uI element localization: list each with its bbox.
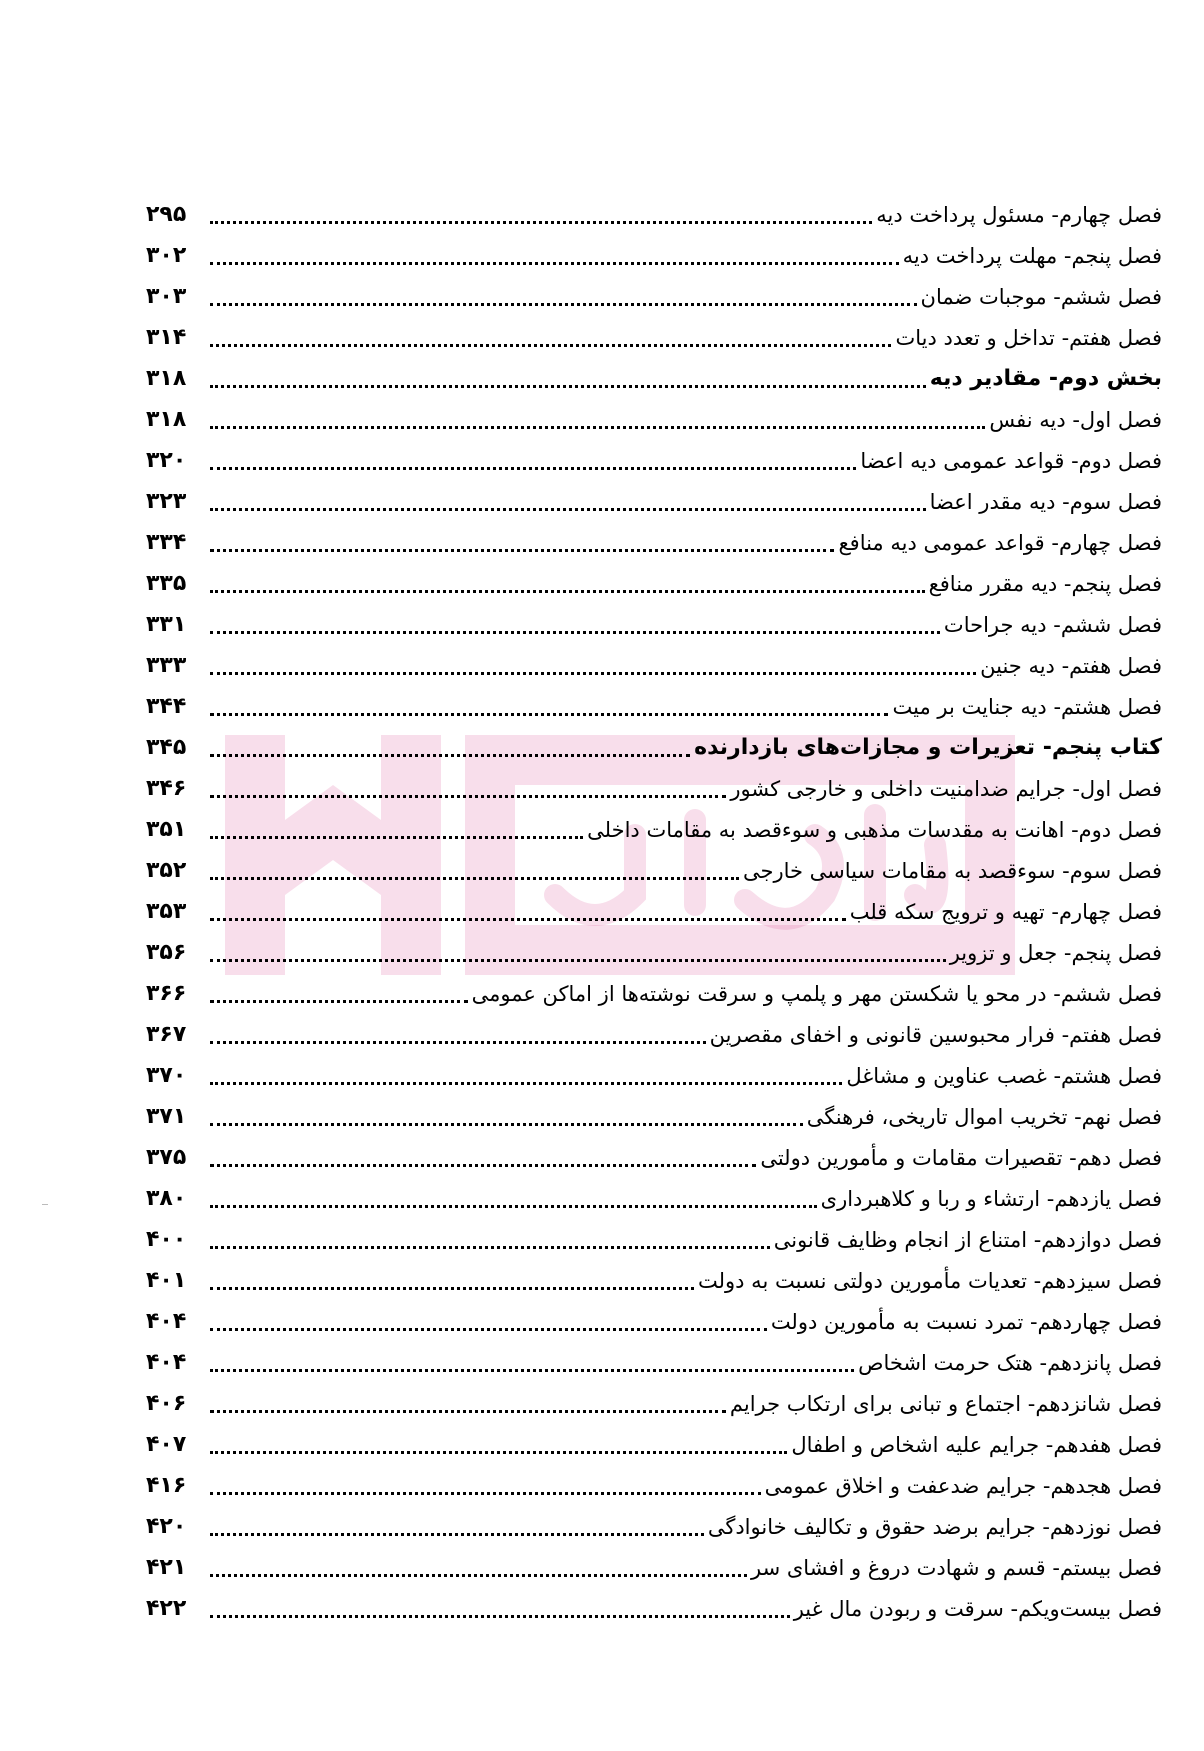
- dot-leader: [210, 1205, 817, 1208]
- dot-leader: [210, 1123, 803, 1126]
- dot-leader: [210, 1041, 706, 1044]
- toc-entry-page-number: ۳۱۴: [146, 325, 187, 350]
- toc-entry-page-number: ۴۰۰: [146, 1227, 187, 1252]
- dot-leader: [210, 918, 846, 921]
- toc-entry: [146, 1383, 1162, 1424]
- toc-entry-page-number: ۴۰۴: [146, 1350, 187, 1375]
- dot-leader: [210, 262, 899, 265]
- dot-leader: [210, 713, 888, 716]
- toc-entry: [146, 850, 1162, 891]
- dot-leader: [210, 1328, 767, 1331]
- toc-entry: [146, 686, 1162, 727]
- table-of-contents: [146, 194, 1162, 1629]
- toc-entry-title: فصل شانزدهم- اجتماع و تبانی برای ارتکاب جرایم: [729, 1391, 1162, 1416]
- toc-entry-title: فصل هفتم- دیه جنین: [980, 653, 1162, 678]
- toc-entry-title: فصل هشتم- دیه جنایت بر میت: [892, 694, 1162, 719]
- toc-entry: [146, 1137, 1162, 1178]
- dot-leader: [210, 877, 739, 880]
- toc-entry: [146, 768, 1162, 809]
- toc-entry-page-number: ۲۹۵: [146, 202, 187, 227]
- toc-entry-page-number: ۴۰۴: [146, 1309, 187, 1334]
- toc-entry-page-number: ۳۰۳: [146, 284, 187, 309]
- toc-entry-title: فصل هفدهم- جرایم علیه اشخاص و اطفال: [791, 1432, 1162, 1457]
- toc-entry: [146, 809, 1162, 850]
- toc-section-heading: [146, 727, 1162, 768]
- toc-entry-title: فصل چهارم- مسئول پرداخت دیه: [876, 202, 1162, 227]
- dot-leader: [210, 631, 940, 634]
- dot-leader: [210, 590, 925, 593]
- dot-leader: [210, 672, 976, 675]
- toc-entry-page-number: ۳۴۴: [146, 694, 187, 719]
- dot-leader: [210, 1492, 761, 1495]
- toc-entry: [146, 932, 1162, 973]
- toc-entry-title: فصل ششم- در محو یا شکستن مهر و پلمپ و سرقت نوشته‌ها از اماکن عمومی: [471, 981, 1162, 1006]
- toc-entry-page-number: ۳۸۰: [146, 1186, 187, 1211]
- toc-entry-title: فصل دهم- تقصیرات مقامات و مأمورین دولتی: [760, 1145, 1162, 1170]
- toc-entry: [146, 1465, 1162, 1506]
- toc-entry: [146, 276, 1162, 317]
- dot-leader: [210, 1287, 694, 1290]
- toc-entry-title: فصل هشتم- غصب عناوین و مشاغل: [846, 1063, 1162, 1088]
- dot-leader: [210, 795, 726, 798]
- toc-entry-title: فصل دوازدهم- امتناع از انجام وظایف قانونی: [773, 1227, 1162, 1252]
- toc-entry-title: فصل دوم- اهانت به مقدسات مذهبی و سوءقصد به مقامات داخلی: [587, 817, 1162, 842]
- toc-section-heading: [146, 358, 1162, 399]
- dot-leader: [210, 1410, 726, 1413]
- dot-leader: [210, 508, 926, 511]
- toc-entry-page-number: ۴۰۱: [146, 1268, 187, 1293]
- toc-entry-title: فصل سوم- دیه مقدر اعضا: [929, 489, 1162, 514]
- toc-entry-title: بخش دوم- مقادیر دیه: [929, 366, 1162, 391]
- toc-entry-page-number: ۳۱۸: [146, 366, 187, 391]
- toc-entry-page-number: ۴۰۷: [146, 1432, 187, 1457]
- toc-entry-title: فصل هفتم- تداخل و تعدد دیات: [895, 325, 1162, 350]
- toc-entry: [146, 645, 1162, 686]
- toc-entry: [146, 1219, 1162, 1260]
- toc-entry: [146, 1301, 1162, 1342]
- dot-leader: [210, 836, 583, 839]
- toc-entry-title: فصل سیزدهم- تعدیات مأمورین دولتی نسبت به دولت: [698, 1268, 1162, 1293]
- toc-entry-page-number: ۴۲۱: [146, 1555, 187, 1580]
- toc-entry-title: فصل نوزدهم- جرایم برضد حقوق و تکالیف خانوادگی: [707, 1514, 1162, 1539]
- toc-entry-page-number: ۳۵۱: [146, 817, 187, 842]
- toc-entry-page-number: ۴۲۲: [146, 1596, 187, 1621]
- toc-entry-title: فصل چهاردهم- تمرد نسبت به مأمورین دولت: [770, 1309, 1162, 1334]
- toc-entry: [146, 1424, 1162, 1465]
- toc-entry: [146, 399, 1162, 440]
- toc-entry-page-number: ۳۲۳: [146, 489, 187, 514]
- toc-entry: [146, 1506, 1162, 1547]
- toc-entry-title: فصل سوم- سوءقصد به مقامات سیاسی خارجی: [742, 858, 1162, 883]
- dot-leader: [210, 1451, 787, 1454]
- toc-entry-page-number: ۳۰۲: [146, 243, 187, 268]
- toc-entry-page-number: ۳۶۶: [146, 981, 187, 1006]
- dot-leader: [210, 1246, 770, 1249]
- toc-entry-title: فصل بیستم- قسم و شهادت دروغ و افشای سر: [751, 1555, 1162, 1580]
- toc-entry-page-number: ۳۲۰: [146, 448, 187, 473]
- toc-entry-page-number: ۳۷۵: [146, 1145, 187, 1170]
- dot-leader: [210, 1615, 790, 1618]
- toc-entry-title: فصل هجدهم- جرایم ضدعفت و اخلاق عمومی: [764, 1473, 1162, 1498]
- dot-leader: [210, 467, 856, 470]
- toc-entry-page-number: ۴۰۶: [146, 1391, 187, 1416]
- toc-entry-page-number: ۳۳۵: [146, 571, 187, 596]
- toc-entry: [146, 1547, 1162, 1588]
- toc-entry: [146, 317, 1162, 358]
- toc-entry: [146, 604, 1162, 645]
- toc-entry-page-number: ۳۳۱: [146, 612, 187, 637]
- dot-leader: [210, 1369, 854, 1372]
- toc-entry: [146, 1260, 1162, 1301]
- margin-mark: [42, 1204, 48, 1205]
- toc-entry: [146, 1588, 1162, 1629]
- toc-entry-page-number: ۴۱۶: [146, 1473, 187, 1498]
- toc-entry-page-number: ۳۳۴: [146, 530, 187, 555]
- dot-leader: [210, 1000, 468, 1003]
- dot-leader: [210, 959, 946, 962]
- toc-entry-page-number: ۳۱۸: [146, 407, 187, 432]
- toc-entry: [146, 1178, 1162, 1219]
- toc-entry: [146, 1055, 1162, 1096]
- dot-leader: [210, 385, 926, 388]
- toc-entry-title: فصل اول- جرایم ضدامنیت داخلی و خارجی کشور: [730, 776, 1162, 801]
- toc-entry-title: فصل نهم- تخریب اموال تاریخی، فرهنگی: [806, 1104, 1162, 1129]
- dot-leader: [210, 303, 917, 306]
- toc-entry-page-number: ۳۴۶: [146, 776, 187, 801]
- toc-entry-title: فصل پانزدهم- هتک حرمت اشخاص: [858, 1350, 1162, 1375]
- toc-entry-page-number: ۳۴۵: [146, 735, 187, 760]
- toc-entry: [146, 973, 1162, 1014]
- dot-leader: [210, 1164, 756, 1167]
- toc-entry-title: فصل دوم- قواعد عمومی دیه اعضا: [860, 448, 1162, 473]
- toc-entry-page-number: ۴۲۰: [146, 1514, 187, 1539]
- toc-entry-page-number: ۳۵۳: [146, 899, 187, 924]
- dot-leader: [210, 344, 891, 347]
- toc-entry-title: کتاب پنجم- تعزیرات و مجازات‌های بازدارنده: [694, 735, 1162, 760]
- toc-entry-title: فصل هفتم- فرار محبوسین قانونی و اخفای مقصرین: [709, 1022, 1162, 1047]
- toc-entry: [146, 1096, 1162, 1137]
- toc-entry: [146, 440, 1162, 481]
- toc-entry-title: فصل چهارم- تهیه و ترویج سکه قلب: [849, 899, 1162, 924]
- toc-entry-title: فصل ششم- موجبات ضمان: [920, 284, 1162, 309]
- dot-leader: [210, 426, 985, 429]
- toc-entry: [146, 1342, 1162, 1383]
- toc-entry: [146, 235, 1162, 276]
- toc-entry-title: فصل پنجم- مهلت پرداخت دیه: [902, 243, 1162, 268]
- toc-entry-title: فصل پنجم- جعل و تزویر: [949, 940, 1162, 965]
- toc-entry-title: فصل چهارم- قواعد عمومی دیه منافع: [838, 530, 1162, 555]
- toc-entry-page-number: ۳۵۲: [146, 858, 187, 883]
- toc-entry-page-number: ۳۵۶: [146, 940, 187, 965]
- dot-leader: [210, 221, 872, 224]
- toc-entry-page-number: ۳۷۰: [146, 1063, 187, 1088]
- dot-leader: [210, 549, 834, 552]
- dot-leader: [210, 754, 690, 757]
- toc-entry-title: فصل اول- دیه نفس: [989, 407, 1162, 432]
- toc-entry: [146, 891, 1162, 932]
- toc-entry: [146, 194, 1162, 235]
- toc-entry-title: فصل بیست‌ویکم- سرقت و ربودن مال غیر: [793, 1596, 1162, 1621]
- toc-entry: [146, 1014, 1162, 1055]
- toc-entry: [146, 522, 1162, 563]
- toc-entry-title: فصل یازدهم- ارتشاء و ربا و کلاهبرداری: [820, 1186, 1162, 1211]
- toc-entry-title: فصل ششم- دیه جراحات: [943, 612, 1162, 637]
- toc-entry-page-number: ۳۷۱: [146, 1104, 187, 1129]
- toc-entry-page-number: ۳۶۷: [146, 1022, 187, 1047]
- toc-entry: [146, 563, 1162, 604]
- dot-leader: [210, 1082, 842, 1085]
- toc-entry: [146, 481, 1162, 522]
- toc-entry-page-number: ۳۳۳: [146, 653, 187, 678]
- dot-leader: [210, 1574, 747, 1577]
- toc-entry-title: فصل پنجم- دیه مقرر منافع: [928, 571, 1162, 596]
- dot-leader: [210, 1533, 704, 1536]
